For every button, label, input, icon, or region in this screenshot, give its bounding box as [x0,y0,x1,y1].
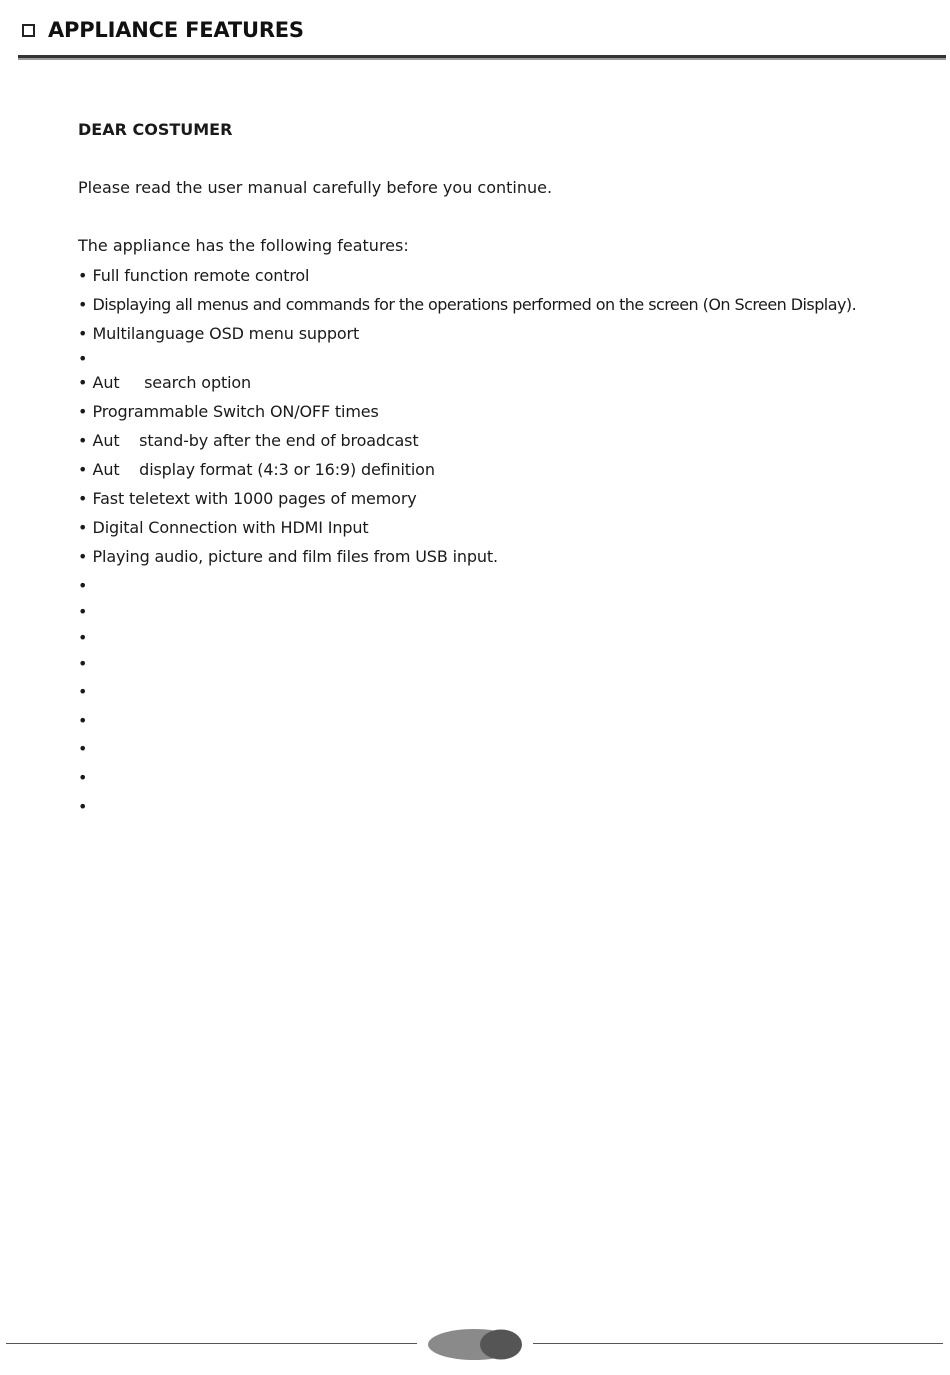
feature-item [78,323,359,345]
feature-text: Aut display format (4:3 or 16:9) definition [92,460,435,479]
feature-text: Full function remote control [92,266,310,285]
bullet: • [78,266,88,285]
feature-item [78,401,379,423]
bullet: • [78,402,88,421]
checkbox-icon [22,24,35,37]
feature-text: Digital Connection with HDMI Input [92,518,369,537]
feature-item [78,372,251,394]
features-lead: The appliance has the following features: [78,236,409,255]
bullet: • [78,431,88,450]
feature-text: Playing audio, picture and film files from USB input. [92,547,498,566]
bullet: • [78,295,88,314]
feature-item [78,546,498,568]
feature-item [78,517,368,539]
bullet: • [78,518,88,537]
header-divider-shadow [18,58,946,60]
feature-item [78,627,87,649]
bullet: • [78,547,88,566]
bullet: • [78,682,88,701]
bullet: • [78,768,88,787]
feature-text: Multilanguage OSD menu support [92,324,360,343]
bullet: • [78,711,88,730]
feature-item [78,294,856,316]
bullet: • [78,373,88,392]
feature-item [78,265,309,287]
bullet: • [78,576,88,595]
feature-item [78,601,87,623]
feature-item [78,348,87,370]
bullet: • [78,628,88,647]
feature-item [78,681,87,703]
page-title: APPLIANCE FEATURES [48,18,304,42]
feature-item [78,488,417,510]
greeting-heading: DEAR COSTUMER [78,120,233,139]
feature-item [78,430,419,452]
intro-paragraph: Please read the user manual carefully before you continue. [78,178,553,197]
feature-item [78,767,87,789]
feature-item [78,738,87,760]
bullet: • [78,489,88,508]
bullet: • [78,654,88,673]
feature-text: Programmable Switch ON/OFF times [92,402,379,421]
footer-rule-left [6,1343,417,1344]
bullet: • [78,349,88,368]
bullet: • [78,324,88,343]
feature-item [78,710,87,732]
bullet: • [78,602,88,621]
feature-item [78,653,87,675]
feature-text: Displaying all menus and commands for the operations performed on the screen (On Screen Display). [92,295,857,314]
feature-text: Fast teletext with 1000 pages of memory [92,489,417,508]
feature-text: Aut stand-by after the end of broadcast [92,431,419,450]
feature-item [78,796,87,818]
page-number-badge-icon [428,1329,522,1360]
badge-dark-ellipse [480,1330,522,1360]
footer-rule-right [533,1343,943,1344]
bullet: • [78,797,88,816]
bullet: • [78,739,88,758]
feature-item [78,575,87,597]
feature-text: Aut search option [92,373,251,392]
feature-item [78,459,435,481]
page-header [20,14,946,60]
bullet: • [78,460,88,479]
